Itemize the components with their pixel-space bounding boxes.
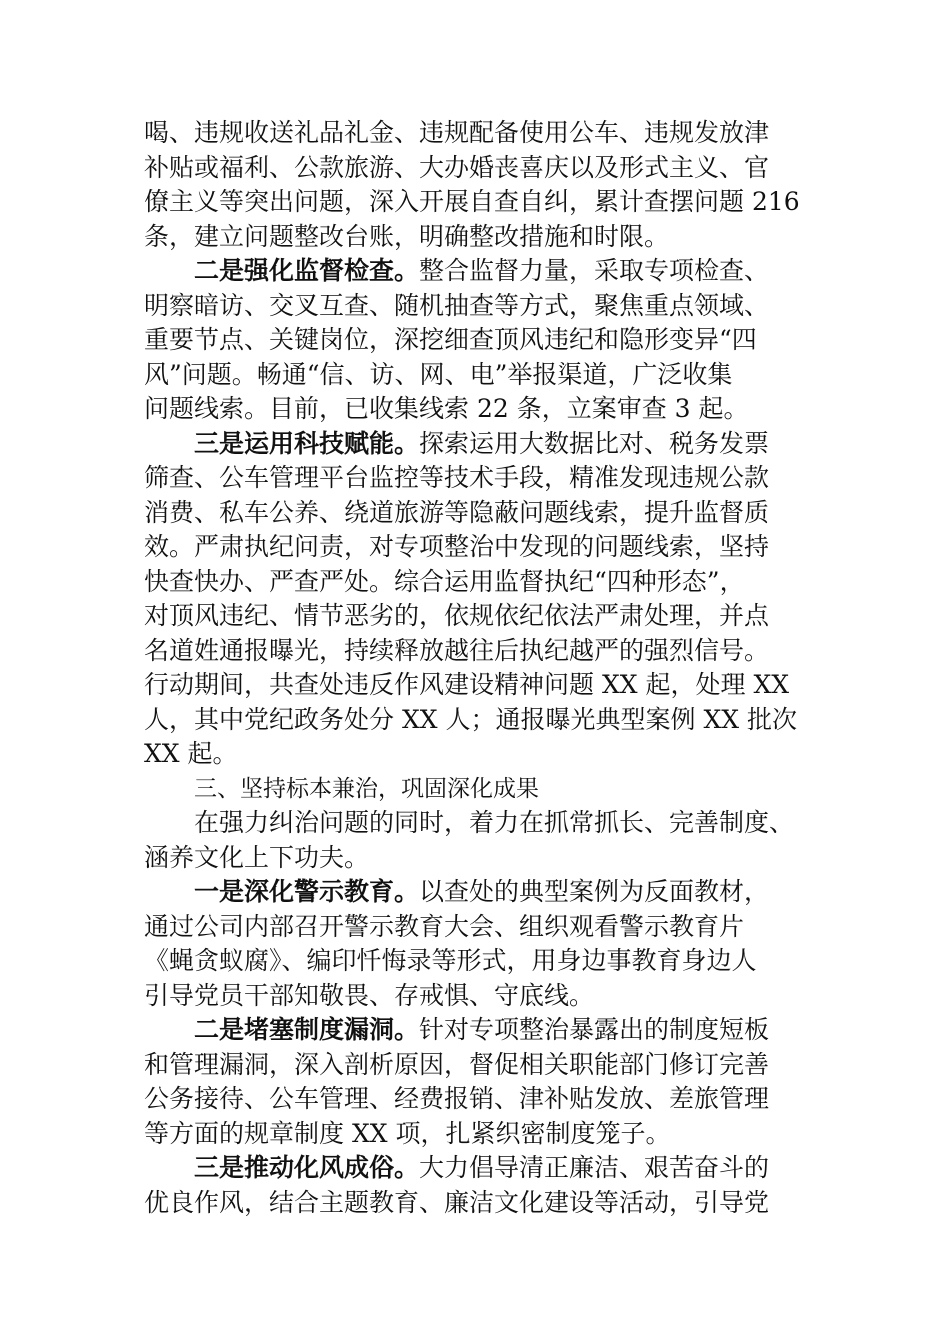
text-line: 喝、违规收送礼品礼金、违规配备使用公车、违规发放津 (144, 118, 770, 147)
paragraph-first-line (144, 254, 824, 289)
paragraph-lead-bold: 二是堵塞制度漏洞。 (194, 1015, 420, 1044)
text-line: 僚主义等突出问题，深入开展自查自纠，累计查摆问题 216 (144, 187, 800, 216)
text-line: 优良作风，结合主题教育、廉洁文化建设等活动，引导党 (144, 1187, 770, 1217)
paragraph-first-line (144, 1151, 824, 1186)
paragraph-lead-bold: 三是运用科技赋能。 (194, 428, 420, 458)
paragraph-text: 针对专项整治暴露出的制度短板 (419, 1015, 770, 1044)
paragraph-first-line (144, 427, 824, 462)
text-line: 《蝇贪蚁腐》、编印忏悔录等形式，用身边事教育身边人 (144, 946, 757, 975)
text-line: 补贴或福利、公款旅游、大办婚丧喜庆以及形式主义、官 (144, 152, 770, 182)
text-line: 问题线索。目前，已收集线索 22 条，立案审查 3 起。 (144, 394, 749, 423)
paragraph-text: 大力倡导清正廉洁、艰苦奋斗的 (419, 1153, 770, 1182)
text-line: 人，其中党纪政务处分 XX 人；通报曝光典型案例 XX 批次 (144, 704, 797, 734)
paragraph-lead-bold: 一是深化警示教育。 (194, 877, 420, 906)
paragraph-first-line (144, 875, 824, 910)
text-line: 通过公司内部召开警示教育大会、组织观看警示教育片 (144, 911, 745, 941)
paragraph-text: 以查处的典型案例为反面教材， (419, 877, 770, 906)
paragraph-text: 探索运用大数据比对、税务发票 (419, 428, 770, 458)
paragraph-lead-bold: 二是强化监督检查。 (194, 256, 420, 285)
text-line: 等方面的规章制度 XX 项，扎紧织密制度笼子。 (144, 1118, 671, 1148)
text-line: 筛查、公车管理平台监控等技术手段，精准发现违规公款 (144, 463, 770, 492)
text-line: 条，建立问题整改台账，明确整改措施和时限。 (144, 221, 670, 251)
document-body (144, 116, 824, 1220)
text-line: 明察暗访、交叉互查、随机抽查等方式，聚焦重点领域、 (144, 290, 770, 320)
text-line: 公务接待、公车管理、经费报销、津补贴发放、差旅管理 (144, 1084, 770, 1113)
text-line: 效。严肃执纪问责，对专项整治中发现的问题线索，坚持 (144, 532, 770, 561)
text-line: 风”问题。畅通“信、访、网、电”举报渠道，广泛收集 (144, 359, 733, 389)
text-line: 消费、私车公养、绕道旅游等隐蔽问题线索，提升监督质 (144, 497, 770, 527)
paragraph-lead-bold: 三是推动化风成俗。 (194, 1153, 420, 1182)
paragraph-first-line: 在强力纠治问题的同时，着力在抓常抓长、完善制度、 (194, 808, 795, 837)
text-line: XX 起。 (144, 739, 238, 768)
text-line: 和管理漏洞，深入剖析原因，督促相关职能部门修订完善 (144, 1049, 770, 1079)
text-line: 对顶风违纪、情节恶劣的，依规依纪依法严肃处理，并点 (144, 601, 770, 630)
paragraph-first-line (144, 1013, 824, 1048)
text-line: 重要节点、关键岗位，深挖细查顶风违纪和隐形变异“四 (144, 325, 757, 354)
text-line: 涵养文化上下功夫。 (144, 842, 370, 872)
paragraph-text: 整合监督力量，采取专项检查、 (419, 256, 770, 285)
text-line: 引导党员干部知敬畏、存戒惧、守底线。 (144, 980, 595, 1010)
text-line: 行动期间，共查处违反作风建设精神问题 XX 起，处理 XX (144, 670, 790, 699)
text-line: 名道姓通报曝光，持续释放越往后执纪越严的强烈信号。 (144, 635, 770, 665)
text-line: 快查快办、严查严处。综合运用监督执纪“四种形态”， (144, 566, 745, 596)
section-heading: 三、坚持标本兼治，巩固深化成果 (194, 775, 539, 802)
